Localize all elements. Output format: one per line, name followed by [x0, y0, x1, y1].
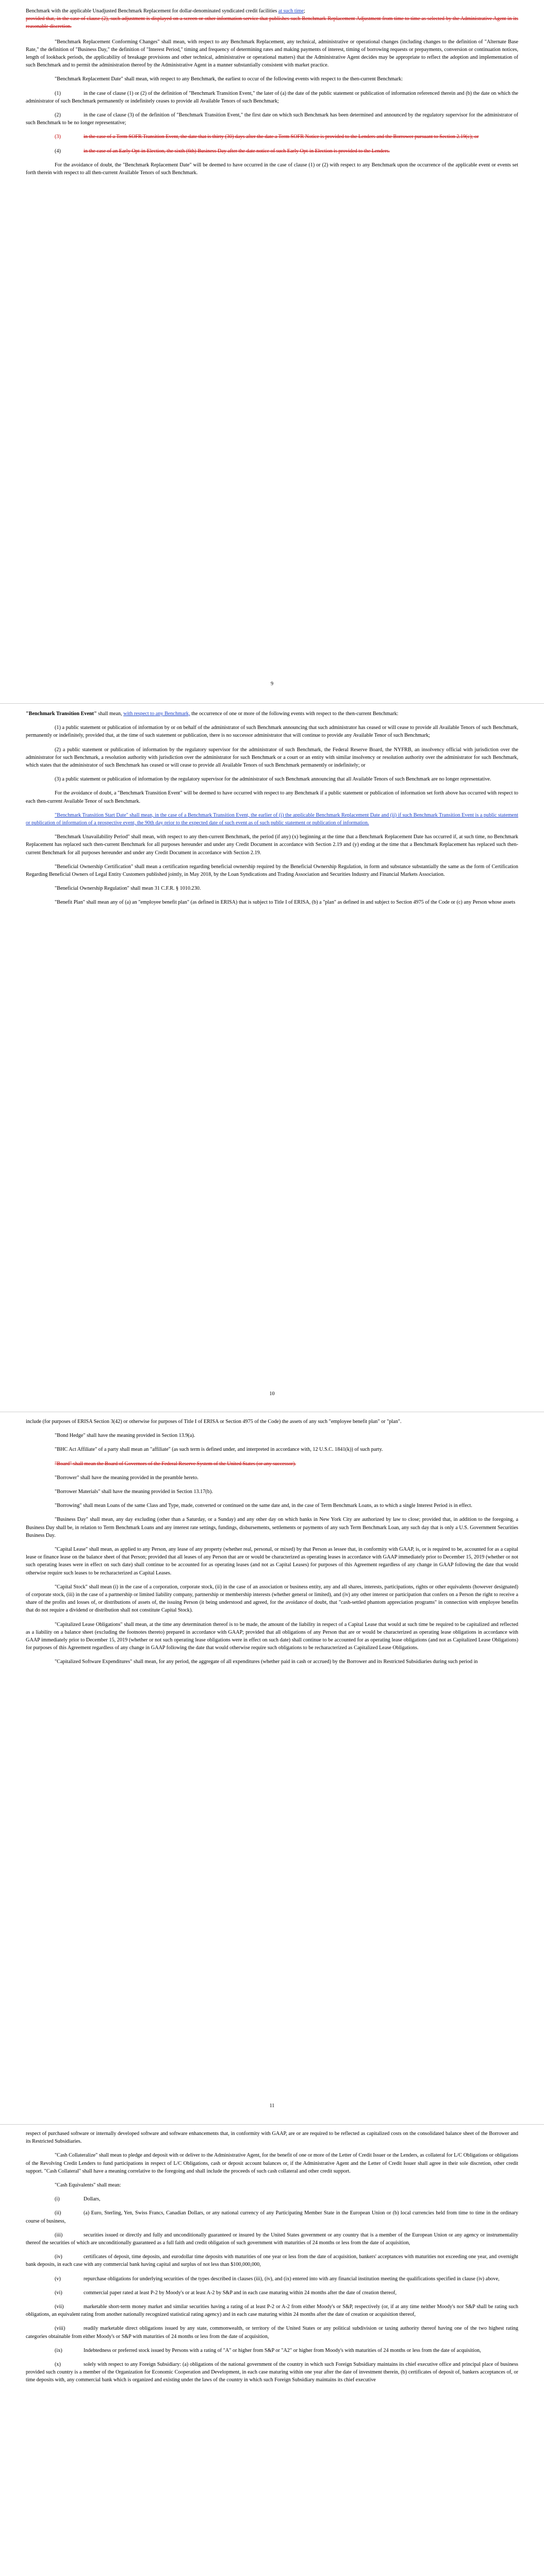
- paragraph: "Board" shall mean the Board of Governors of the Federal Reserve System of the United States (or any successor).: [55, 1461, 296, 1467]
- list-item: (2) in the case of clause (3) of the definition of "Benchmark Transition Event," the first date on which such Benchmark has been determined and announced by the regulatory supervisor for the administrator of such Benchmark to be no longer representative;: [26, 112, 518, 126]
- list-item: (x) solely with respect to any Foreign Subsidiary: (a) obligations of the national government of the country in which such Foreign Subsidiary maintains its chief executive office and principal place of business provided such country is a member of the Organization for Economic Cooperation and Development, in each case maturing within one year after the date of investment therein, (b) certificates of deposit of, bankers acceptances of, or time deposits with, any commercial bank which is organized and existing under the laws of the country in which such Foreign Subsidiary maintains its chief executive: [26, 2362, 518, 2383]
- paragraph: (2) a public statement or publication of information by the regulatory supervisor for the administrator of such Benchmark, the Federal Reserve Board, the NYFRB, an insolvency official with jurisdiction over the administrator for such Benchmark, a resolution authority with jurisdiction over the administrator for such Benchmark or a court or an entity with similar insolvency or resolution authority over the administrator for such Benchmark, which states that the administrator of such Benchmark has ceased or will cease to provide all Available Tenors of such Benchmark permanently or indefinitely; or: [26, 747, 518, 769]
- paragraph: "Borrower" shall have the meaning provided in the preamble hereto.: [55, 1475, 199, 1481]
- paragraph: "Benchmark Transition Event" shall mean, with respect to any Benchmark, the occurrence of one or more of the following events with respect to the then-current Benchmark:: [26, 711, 399, 717]
- page-number: 9: [270, 681, 274, 687]
- paragraph: "BHC Act Affiliate" of a party shall mean an "affiliate" (as such term is defined under, and interpreted in accordance with, 12 U.S.C. 1841(k)) of such party.: [55, 1447, 383, 1453]
- paragraph: "Beneficial Ownership Regulation" shall mean 31 C.F.R. § 1010.230.: [55, 886, 201, 892]
- paragraph: "Benchmark Transition Start Date" shall mean, in the case of a Benchmark Transition Event, the earlier of (i) the applicable Benchmark Replacement Date and (ii) if such Benchmark Transition Event is a public statement or publication of information of a prospective event, the 90th day prior to the expected date of such event as of such public statement or publication of information.: [26, 812, 518, 826]
- paragraph: "Capital Lease" shall mean, as applied to any Person, any lease of any property (whether real, personal, or mixed) by that Person as lessee that, in conformity with GAAP, is, or is required to be, accounted for as a capital lease or finance lease on the balance sheet of that Person; provided that all leases of any Person that are or would be characterized as operating leases in accordance with GAAP immediately prior to December 15, 2019 (whether or not such operating leases were in effect on such date) shall continue to be accounted for as operating leases (and not as Capital Leases) for purposes of this Agreement regardless of any change in GAAP following the date that would otherwise require such leases to be recharacterized as Capital Leases.: [26, 1547, 518, 1576]
- paragraph: For the avoidance of doubt, the "Benchmark Replacement Date" will be deemed to have occurred in the case of clause (1) or (2) with respect to any Benchmark upon the occurrence of the applicable event or events set forth therein with respect to all then-current Available Tenors of such Benchmark.: [26, 162, 518, 176]
- page-number: 11: [269, 2103, 275, 2109]
- paragraph: "Beneficial Ownership Certification" shall mean a certification regarding beneficial ownership required by the Beneficial Ownership Regulation, in form and substance substantially the same as the form of Certification Regarding Beneficial Owners of Legal Entity Customers published jointly, in May 2018, by the Loan Syndications and Trading Association and Securities Industry and Financial Markets Association.: [26, 863, 518, 878]
- paragraph: "Capitalized Software Expenditures" shall mean, for any period, the aggregate of all expenditures (whether paid in cash or accrued) by the Borrower and its Restricted Subsidiaries during such period in: [55, 1659, 478, 1665]
- paragraph: "Cash Equivalents" shall mean:: [55, 2182, 121, 2189]
- list-item: (ii) (a) Euro, Sterling, Yen, Swiss Francs, Canadian Dollars, or any national currency of any Participating Member State in the European Union or (b) local currencies held from time to time in the ordinary course of business,: [26, 2210, 518, 2224]
- list-item: (1) in the case of clause (1) or (2) of the definition of "Benchmark Transition Event," the later of (a) the date of the public statement or publication of information referenced therein and (b) the date on which the administrator of such Benchmark permanently or indefinitely ceases to provide all Available Tenors of such Benchmark;: [26, 90, 518, 104]
- paragraph: Benchmark with the applicable Unadjusted Benchmark Replacement for dollar-denominated syndicated credit facilities at such time; provided that, in the case of clause (2), such adjustment is displayed on a screen or other information service that publishes such Benchmark Replacement Adjustment from time to time as selected by the Administrative Agent in its reasonable discretion.: [26, 8, 518, 30]
- page-divider: [0, 2124, 544, 2125]
- list-item: (v) repurchase obligations for underlying securities of the types described in clauses (iii), (iv), and (ix) entered into with any financial institution meeting the qualifications specified in clause (iv) above,: [55, 2276, 500, 2282]
- paragraph: (1) a public statement or publication of information by or on behalf of the administrator of such Benchmark announcing that such administrator has ceased or will cease to provide all Available Tenors of such Benchmark, permanently or indefinitely, provided that, at the time of such statement or publication, there is no successor administrator that will continue to provide any Available Tenor of such Benchmark;: [26, 725, 518, 739]
- list-item: (vi) commercial paper rated at least P-2 by Moody's or at least A-2 by S&P and in each case maturing within 24 months after the date of creation thereof,: [55, 2290, 397, 2296]
- list-item: (iii) securities issued or directly and fully and unconditionally guaranteed or insured by the United States government or any country that is a member of the European Union or any agency or instrumentality thereof the securities of which are unconditionally guaranteed as a full faith and credit obligation of such government with maturities of 24 months or less from the date of acquisition,: [26, 2232, 518, 2246]
- list-item: (3) in the case of a Term SOFR Transition Event, the date that is thirty (30) days after the date a Term SOFR Notice is provided to the Lenders and the Borrower pursuant to Section 2.19(c); or: [55, 134, 479, 140]
- paragraph: "Bond Hedge" shall have the meaning provided in Section 13.9(a).: [55, 1433, 195, 1439]
- list-item: (viii) readily marketable direct obligations issued by any state, commonwealth, or territory of the United States or any political subdivision or taxing authority thereof having one of the two highest rating categories obtainable from either Moody's or S&P with maturities of 24 months or less from the date of acquisition,: [26, 2326, 518, 2340]
- paragraph: "Capital Stock" shall mean (i) in the case of a corporation, corporate stock, (ii) in the case of an association or business entity, any and all shares, interests, participations, rights or other equivalents (however designated) of corporate stock, (iii) in the case of a partnership or limited liability company, partnership or membership interests (whether general or limited), and (iv) any other interest or participation that confers on a Person the right to receive a share of the profits and losses of, or distributions of assets of, the issuing Person (it being understood and agreed, for the avoidance of doubt, that "cash-settled phantom appreciation programs" in connection with employee benefits that do not require a dividend or distribution shall not constitute Capital Stock).: [26, 1584, 518, 1614]
- list-item: (iv) certificates of deposit, time deposits, and eurodollar time deposits with maturities of one year or less from the date of acquisition, bankers' acceptances with maturities not exceeding one year, and overnight bank deposits, in each case with any commercial bank having capital and surplus of not less than $100,000,000,: [26, 2254, 518, 2268]
- list-item: (vii) marketable short-term money market and similar securities having a rating of at least P-2 or A-2 from either Moody's or S&P, respectively (or, if at any time neither Moody's nor S&P shall be rating such obligations, an equivalent rating from another nationally recognized statistical rating agency) and in each case maturing within 24 months after the date of creation or acquisition thereof,: [26, 2304, 518, 2318]
- page-11: [26, 1418, 518, 1672]
- list-item: (i) Dollars,: [55, 2196, 101, 2202]
- list-item: (ix) Indebtedness or preferred stock issued by Persons with a rating of "A" or higher from S&P or "A2" or higher from Moody's with maturities of 24 months or less from the date of acquisition,: [55, 2347, 481, 2353]
- paragraph: respect of purchased software or internally developed software and software enhancements that, in conformity with GAAP, are or are required to be reflected as capitalized costs on the consolidated balance sheet of the Borrower and its Restricted Subsidiaries.: [26, 2131, 518, 2145]
- paragraph: "Benefit Plan" shall mean any of (a) an "employee benefit plan" (as defined in ERISA) that is subject to Title I of ERISA, (b) a "plan" as defined in and subject to Section 4975 of the Code or (c) any Person whose assets: [55, 900, 516, 906]
- paragraph: include (for purposes of ERISA Section 3(42) or otherwise for purposes of Title I of ERISA or Section 4975 of the Code) the assets of any such "employee benefit plan" or "plan".: [26, 1419, 402, 1425]
- paragraph: "Business Day" shall mean, any day excluding (other than a Saturday, or a Sunday) and any other day on which banks in New York City are authorized by law to close; provided that, in addition to the foregoing, a Business Day shall be, in relation to Term Benchmark Loans and any interest rate settings, fundings, disbursements, settlements or payments of any such Term Benchmark Loan, any such day that is only a U.S. Government Securities Business Day.: [26, 1517, 518, 1538]
- paragraph: "Benchmark Replacement Date" shall mean, with respect to any Benchmark, the earliest to occur of the following events with respect to the then-current Benchmark:: [55, 76, 403, 82]
- paragraph: (3) a public statement or publication of information by the regulatory supervisor for the administrator of such Benchmark announcing that all Available Tenors of such Benchmark are no longer representative.: [55, 776, 491, 783]
- paragraph: "Capitalized Lease Obligations" shall mean, at the time any determination thereof is to be made, the amount of the liability in respect of a Capital Lease that would at such time be required to be capitalized and reflected as a liability on a balance sheet (excluding the footnotes thereto) prepared in accordance with GAAP; provided that all obligations of any Person that are or would be characterized as operating lease obligations in accordance with GAAP immediately prior to December 15, 2019 (whether or not such operating lease obligations were in effect on such date) shall continue to be accounted for as operating lease obligations (and not as Capitalized Lease Obligations) for purposes of this Agreement regardless of any change in GAAP following the date that would otherwise require such obligations to be recharacterized as Capitalized Lease Obligations.: [26, 1621, 518, 1651]
- paragraph: "Benchmark Replacement Conforming Changes" shall mean, with respect to any Benchmark Replacement, any technical, administrative or operational changes (including changes to the definition of "Alternate Base Rate," the definition of "Business Day," the definition of "Interest Period," timing and frequency of determining rates and making payments of interest, timing of borrowing requests or prepayments, conversion or continuation notices, length of lookback periods, the applicability of breakage provisions and other technical, administrative or operational matters) that the Administrative Agent decides may be appropriate to reflect the adoption and implementation of such Benchmark and to permit the administration thereof by the Administrative Agent in a manner substantially consistent with market practice.: [26, 39, 518, 69]
- paragraph: "Cash Collateralize" shall mean to pledge and deposit with or deliver to the Administrative Agent, for the benefit of one or more of the Letter of Credit Issuer or the Lenders, as collateral for L/C Obligations or obligations of the Revolving Credit Lenders to fund participations in respect of L/C Obligations, cash or deposit account balances or, if the Administrative Agent and the Letter of Credit Issuer shall agree in their sole discretion, other credit support. "Cash Collateral" shall have a meaning correlative to the foregoing and shall include the proceeds of such cash collateral and other credit support.: [26, 2153, 518, 2174]
- paragraph: "Borrowing" shall mean Loans of the same Class and Type, made, converted or continued on the same date and, in the case of Term Benchmark Loans, as to which a single Interest Period is in effect.: [55, 1503, 472, 1509]
- page-12: [26, 2130, 518, 2391]
- paragraph: For the avoidance of doubt, a "Benchmark Transition Event" will be deemed to have occurred with respect to any Benchmark if a public statement or publication of information set forth above has occurred with respect to each then-current Available Tenor of such Benchmark.: [26, 790, 518, 804]
- page-divider: [0, 703, 544, 704]
- paragraph: "Borrower Materials" shall have the meaning provided in Section 13.17(b).: [55, 1489, 213, 1495]
- list-item: (4) in the case of an Early Opt-in Election, the sixth (6th) Business Day after the date notice of such Early Opt-in Election is provided to the Lenders.: [55, 148, 390, 154]
- page-number: 10: [269, 1391, 275, 1397]
- page-9: [26, 7, 518, 183]
- paragraph: "Benchmark Unavailability Period" shall mean, with respect to any then-current Benchmark, the period (if any) (x) beginning at the time that a Benchmark Replacement Date has occurred if, at such time, no Benchmark Replacement has replaced such then-current Benchmark for all purposes hereunder and under any Credit Document in accordance with Section 2.19 and (y) ending at the time that a Benchmark Replacement has replaced such then-current Benchmark for all purposes hereunder and under any Credit Document in accordance with Section 2.19.: [26, 834, 518, 856]
- page-10: [26, 710, 518, 913]
